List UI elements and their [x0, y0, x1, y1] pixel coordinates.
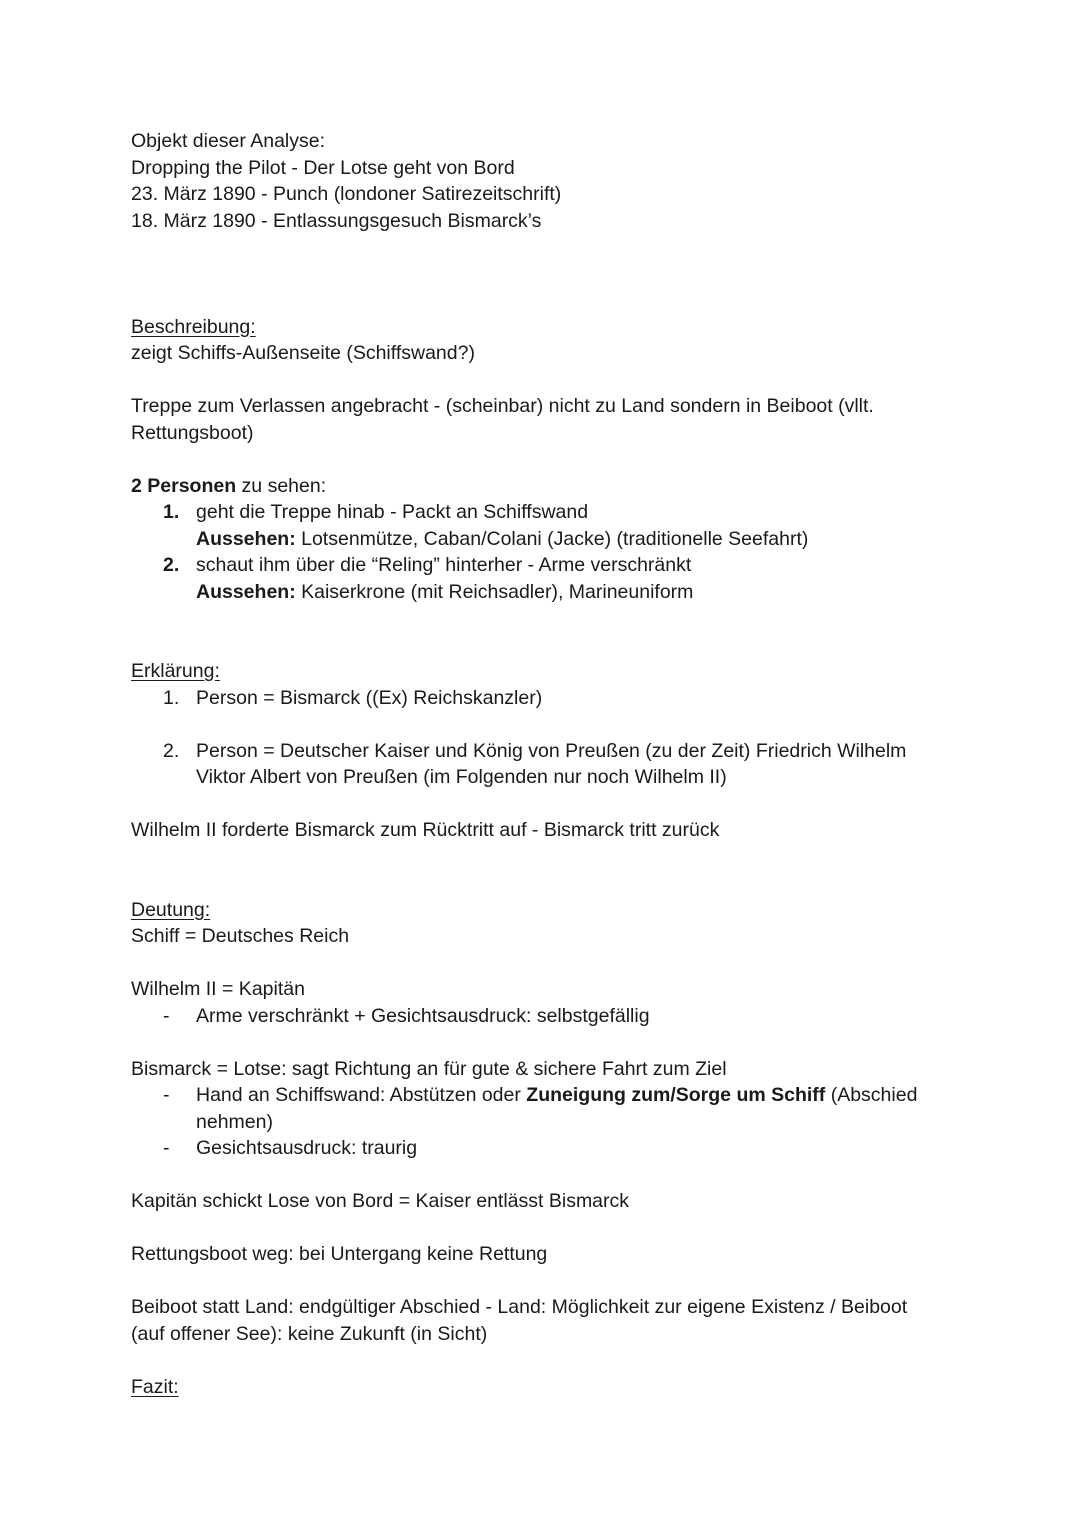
deutung-ship: Schiff = Deutsches Reich	[131, 925, 350, 947]
persons-intro	[131, 473, 951, 500]
list-item	[131, 499, 951, 552]
dash-bullet: -	[163, 1004, 170, 1027]
bismarck-bullets	[131, 1082, 951, 1162]
object-title: Dropping the Pilot - Der Lotse geht von Bord	[131, 156, 515, 179]
beschreibung-line: zeigt Schiffs-Außenseite (Schiffswand?)	[131, 342, 475, 364]
section-heading-erklaerung: Erklärung:	[131, 660, 220, 682]
document-page	[131, 128, 951, 1400]
aussehen-detail: Lotsenmütze, Caban/Colani (Jacke) (traditionelle Seefahrt)	[295, 527, 809, 550]
deutung-paragraph: Rettungsboot weg: bei Untergang keine Rettung	[131, 1243, 548, 1265]
erklaerung-paragraph: Wilhelm II forderte Bismarck zum Rücktritt auf - Bismarck tritt zurück	[131, 819, 720, 841]
persons-bold: 2 Personen	[131, 474, 237, 497]
list-text: Person = Bismarck ((Ex) Reichskanzler)	[196, 686, 543, 709]
deutung-wilhelm: Wilhelm II = Kapitän	[131, 978, 305, 1000]
aussehen-label: Aussehen:	[196, 527, 296, 550]
section-heading-deutung: Deutung:	[131, 898, 211, 921]
list-number: 1.	[163, 501, 180, 523]
list-item	[131, 1135, 951, 1162]
list-number: 1.	[163, 686, 180, 709]
publication-date: 23. März 1890 - Punch (londoner Satirezeitschrift)	[131, 183, 562, 205]
dash-bullet: -	[163, 1137, 170, 1159]
list-text: schaut ihm über die “Reling” hinterher - Arme verschränkt	[196, 554, 692, 576]
list-text-bold: Zuneigung zum/Sorge um Schiff	[526, 1084, 826, 1106]
list-text: (Abschied nehmen)	[196, 1084, 918, 1133]
header-block	[131, 128, 951, 234]
aussehen-label: Aussehen:	[196, 580, 296, 603]
deutung-paragraph: Kapitän schickt Lose von Bord = Kaiser entlässt Bismarck	[131, 1190, 630, 1212]
list-number: 2.	[163, 739, 180, 762]
list-item	[131, 685, 951, 712]
section-fazit	[131, 1374, 951, 1401]
wilhelm-bullets	[131, 1003, 951, 1030]
section-beschreibung	[131, 314, 951, 606]
list-item	[131, 552, 951, 605]
section-erklaerung	[131, 658, 951, 844]
erklaerung-list	[131, 685, 951, 791]
section-deutung	[131, 897, 951, 1348]
dash-bullet: -	[163, 1084, 170, 1106]
list-item	[131, 738, 936, 791]
list-text: Gesichtsausdruck: traurig	[196, 1137, 418, 1159]
aussehen-detail: Kaiserkrone (mit Reichsadler), Marineuniform	[295, 580, 694, 603]
deutung-paragraph: Beiboot statt Land: endgültiger Abschied - Land: Möglichkeit zur eigene Existenz / Beiboot (auf offener See): keine Zukunft (in Sicht)	[131, 1296, 908, 1345]
list-text: Person = Deutscher Kaiser und König von Preußen (zu der Zeit) Friedrich Wilhelm Viktor Albert von Preußen (im Folgenden nur noch Wilhelm II)	[196, 739, 907, 788]
persons-rest: zu sehen:	[236, 474, 327, 497]
beschreibung-paragraph: Treppe zum Verlassen angebracht - (scheinbar) nicht zu Land sondern in Beiboot (vllt. Rettungsboot)	[131, 395, 874, 444]
persons-list	[131, 499, 951, 605]
section-heading-beschreibung: Beschreibung:	[131, 315, 256, 338]
deutung-bismarck: Bismarck = Lotse: sagt Richtung an für gute & sichere Fahrt zum Ziel	[131, 1057, 727, 1080]
list-text: Arme verschränkt + Gesichtsausdruck: selbstgefällig	[196, 1004, 650, 1027]
list-text: geht die Treppe hinab - Packt an Schiffswand	[196, 501, 589, 523]
list-number: 2.	[163, 554, 180, 576]
list-item	[131, 1003, 951, 1030]
object-label: Objekt dieser Analyse:	[131, 130, 326, 152]
section-heading-fazit: Fazit:	[131, 1375, 179, 1398]
list-text: Hand an Schiffswand: Abstützen oder	[196, 1084, 527, 1106]
list-item	[131, 1082, 951, 1135]
resignation-date: 18. März 1890 - Entlassungsgesuch Bismarck’s	[131, 209, 542, 232]
